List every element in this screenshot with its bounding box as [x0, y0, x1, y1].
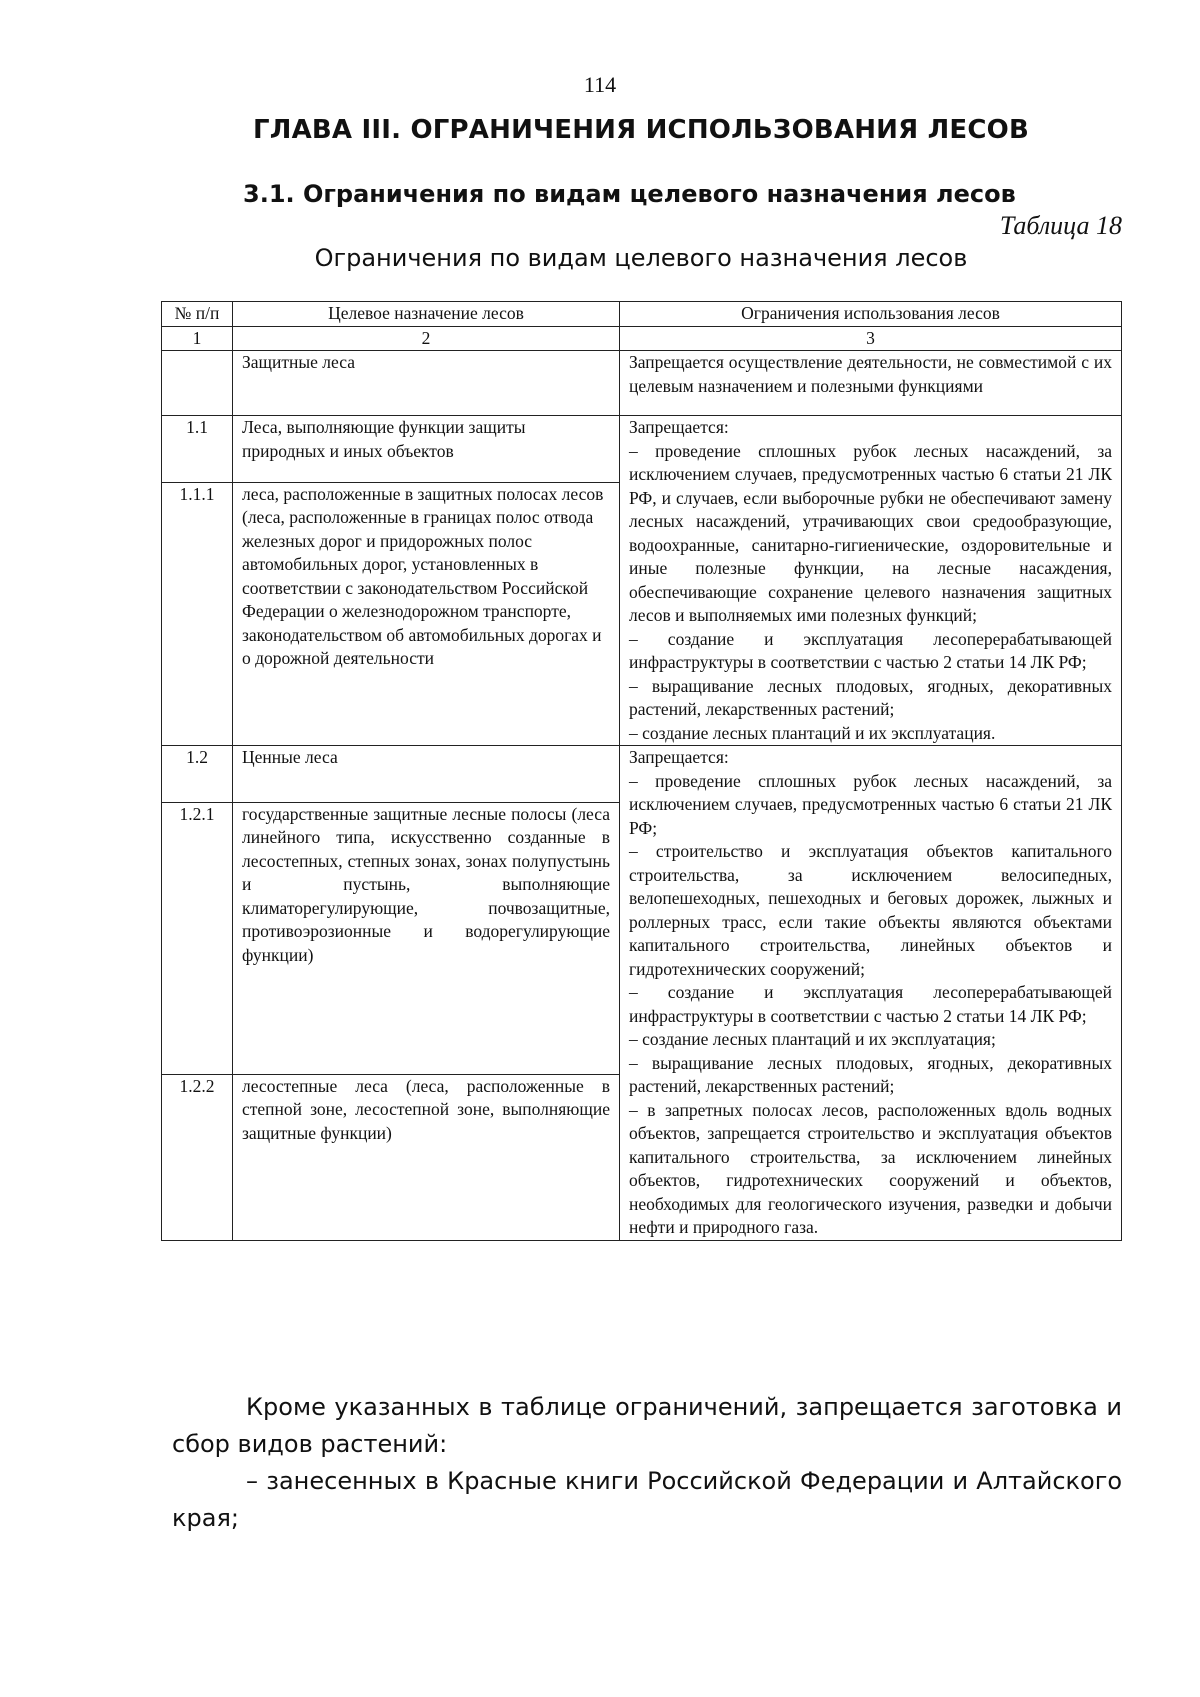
- section-title: 3.1. Ограничения по видам целевого назначения лесов: [243, 180, 1016, 208]
- table-row: [162, 416, 1122, 483]
- restrictions-cell-1-1: [620, 416, 1122, 746]
- table-header-row: [162, 302, 1122, 327]
- restrictions-cell-1-2: [620, 746, 1122, 1241]
- row-purpose: Защитные леса: [233, 351, 620, 416]
- table-row: [162, 351, 1122, 416]
- row-no: 1.1.1: [162, 482, 233, 745]
- row-no: 1.1: [162, 416, 233, 483]
- row-purpose: лесостепные леса (леса, расположенные в степной зоне, лесостепной зоне, выполняющие защитные функции): [233, 1074, 620, 1240]
- restrictions-head: Запрещается:: [629, 417, 729, 437]
- page-number: 114: [583, 72, 617, 97]
- restriction-item: – проведение сплошных рубок лесных насаждений, за исключением случаев, предусмотренных частью 6 статьи 21 ЛК РФ;: [629, 770, 1112, 838]
- column-number-row: [162, 326, 1122, 351]
- header-purpose: Целевое назначение лесов: [233, 302, 620, 327]
- header-restrictions: Ограничения использования лесов: [620, 302, 1122, 327]
- restriction-item: – создание лесных плантаций и их эксплуатация;: [629, 1029, 996, 1049]
- restriction-item: – в запретных полосах лесов, расположенных вдоль водных объектов, запрещается строительство и эксплуатация объектов капитального строительства, за исключением линейных объектов, гидротехнических сооружений и объектов, необходимых для геологического изучения, разведки и добычи нефти и природного газа.: [629, 1099, 1112, 1237]
- restrictions-head: Запрещается:: [629, 747, 729, 767]
- body-paragraph: – занесенных в Красные книги Российской Федерации и Алтайского края;: [172, 1467, 1122, 1532]
- row-purpose: Ценные леса: [233, 746, 620, 803]
- row-no: 1.2.1: [162, 802, 233, 1074]
- restriction-item: – выращивание лесных плодовых, ягодных, декоративных растений, лекарственных растений;: [629, 675, 1112, 719]
- restriction-item: – создание и эксплуатация лесоперерабатывающей инфраструктуры в соответствии с частью 2 статьи 14 ЛК РФ;: [629, 982, 1112, 1026]
- table-label: Таблица 18: [999, 211, 1122, 240]
- column-number: 1: [162, 326, 233, 351]
- column-number: 3: [620, 326, 1122, 351]
- restriction-item: – строительство и эксплуатация объектов капитального строительства, за исключением велосипедных, велопешеходных, пешеходных и беговых дорожек, лыжных и роллерных трасс, если такие объекты являются объектами капитального строительства, линейных объектов и гидротехнических сооружений;: [629, 841, 1112, 979]
- row-no: 1.2: [162, 746, 233, 803]
- chapter-title: ГЛАВА III. ОГРАНИЧЕНИЯ ИСПОЛЬЗОВАНИЯ ЛЕСОВ: [253, 115, 1029, 145]
- restriction-item: – выращивание лесных плодовых, ягодных, декоративных растений, лекарственных растений;: [629, 1052, 1112, 1096]
- row-restrictions: Запрещается осуществление деятельности, не совместимой с их целевым назначением и полезными функциями: [620, 351, 1122, 416]
- row-no: 1.2.2: [162, 1074, 233, 1240]
- table-row: [162, 746, 1122, 803]
- table-title: Ограничения по видам целевого назначения лесов: [314, 244, 968, 272]
- restrictions-table: [161, 301, 1122, 1241]
- body-paragraph: Кроме указанных в таблице ограничений, запрещается заготовка и сбор видов растений:: [172, 1393, 1122, 1458]
- restriction-item: – создание и эксплуатация лесоперерабатывающей инфраструктуры в соответствии с частью 2 статьи 14 ЛК РФ;: [629, 628, 1112, 672]
- restriction-item: – проведение сплошных рубок лесных насаждений, за исключением случаев, предусмотренных частью 6 статьи 21 ЛК РФ, и случаев, если выборочные рубки не обеспечивают замену лесных насаждений, утрачивающих свои средообразующие, водоохранные, санитарно-гигиенические, оздоровительные и иные полезные функции, на лесные насаждения, обеспечивающие сохранение целевого назначения защитных лесов и выполняемых ими полезных функций;: [629, 440, 1112, 625]
- row-purpose: Леса, выполняющие функции защиты природных и иных объектов: [233, 416, 620, 483]
- row-purpose: леса, расположенные в защитных полосах лесов (леса, расположенные в границах полос отвода железных дорог и придорожных полос автомобильных дорог, установленных в соответствии с законодательством Российской Федерации о железнодорожном транспорте, законодательством об автомобильных дорогах и о дорожной деятельности: [233, 482, 620, 745]
- restriction-item: – создание лесных плантаций и их эксплуатация.: [629, 722, 996, 743]
- row-purpose: государственные защитные лесные полосы (леса линейного типа, искусственно созданные в лесостепных, степных зонах, зонах полупустынь и пустынь, выполняющие климаторегулирующие, почвозащитные, противоэрозионные и водорегулирующие функции): [233, 802, 620, 1074]
- header-no: № п/п: [162, 302, 233, 327]
- row-no: [162, 351, 233, 416]
- column-number: 2: [233, 326, 620, 351]
